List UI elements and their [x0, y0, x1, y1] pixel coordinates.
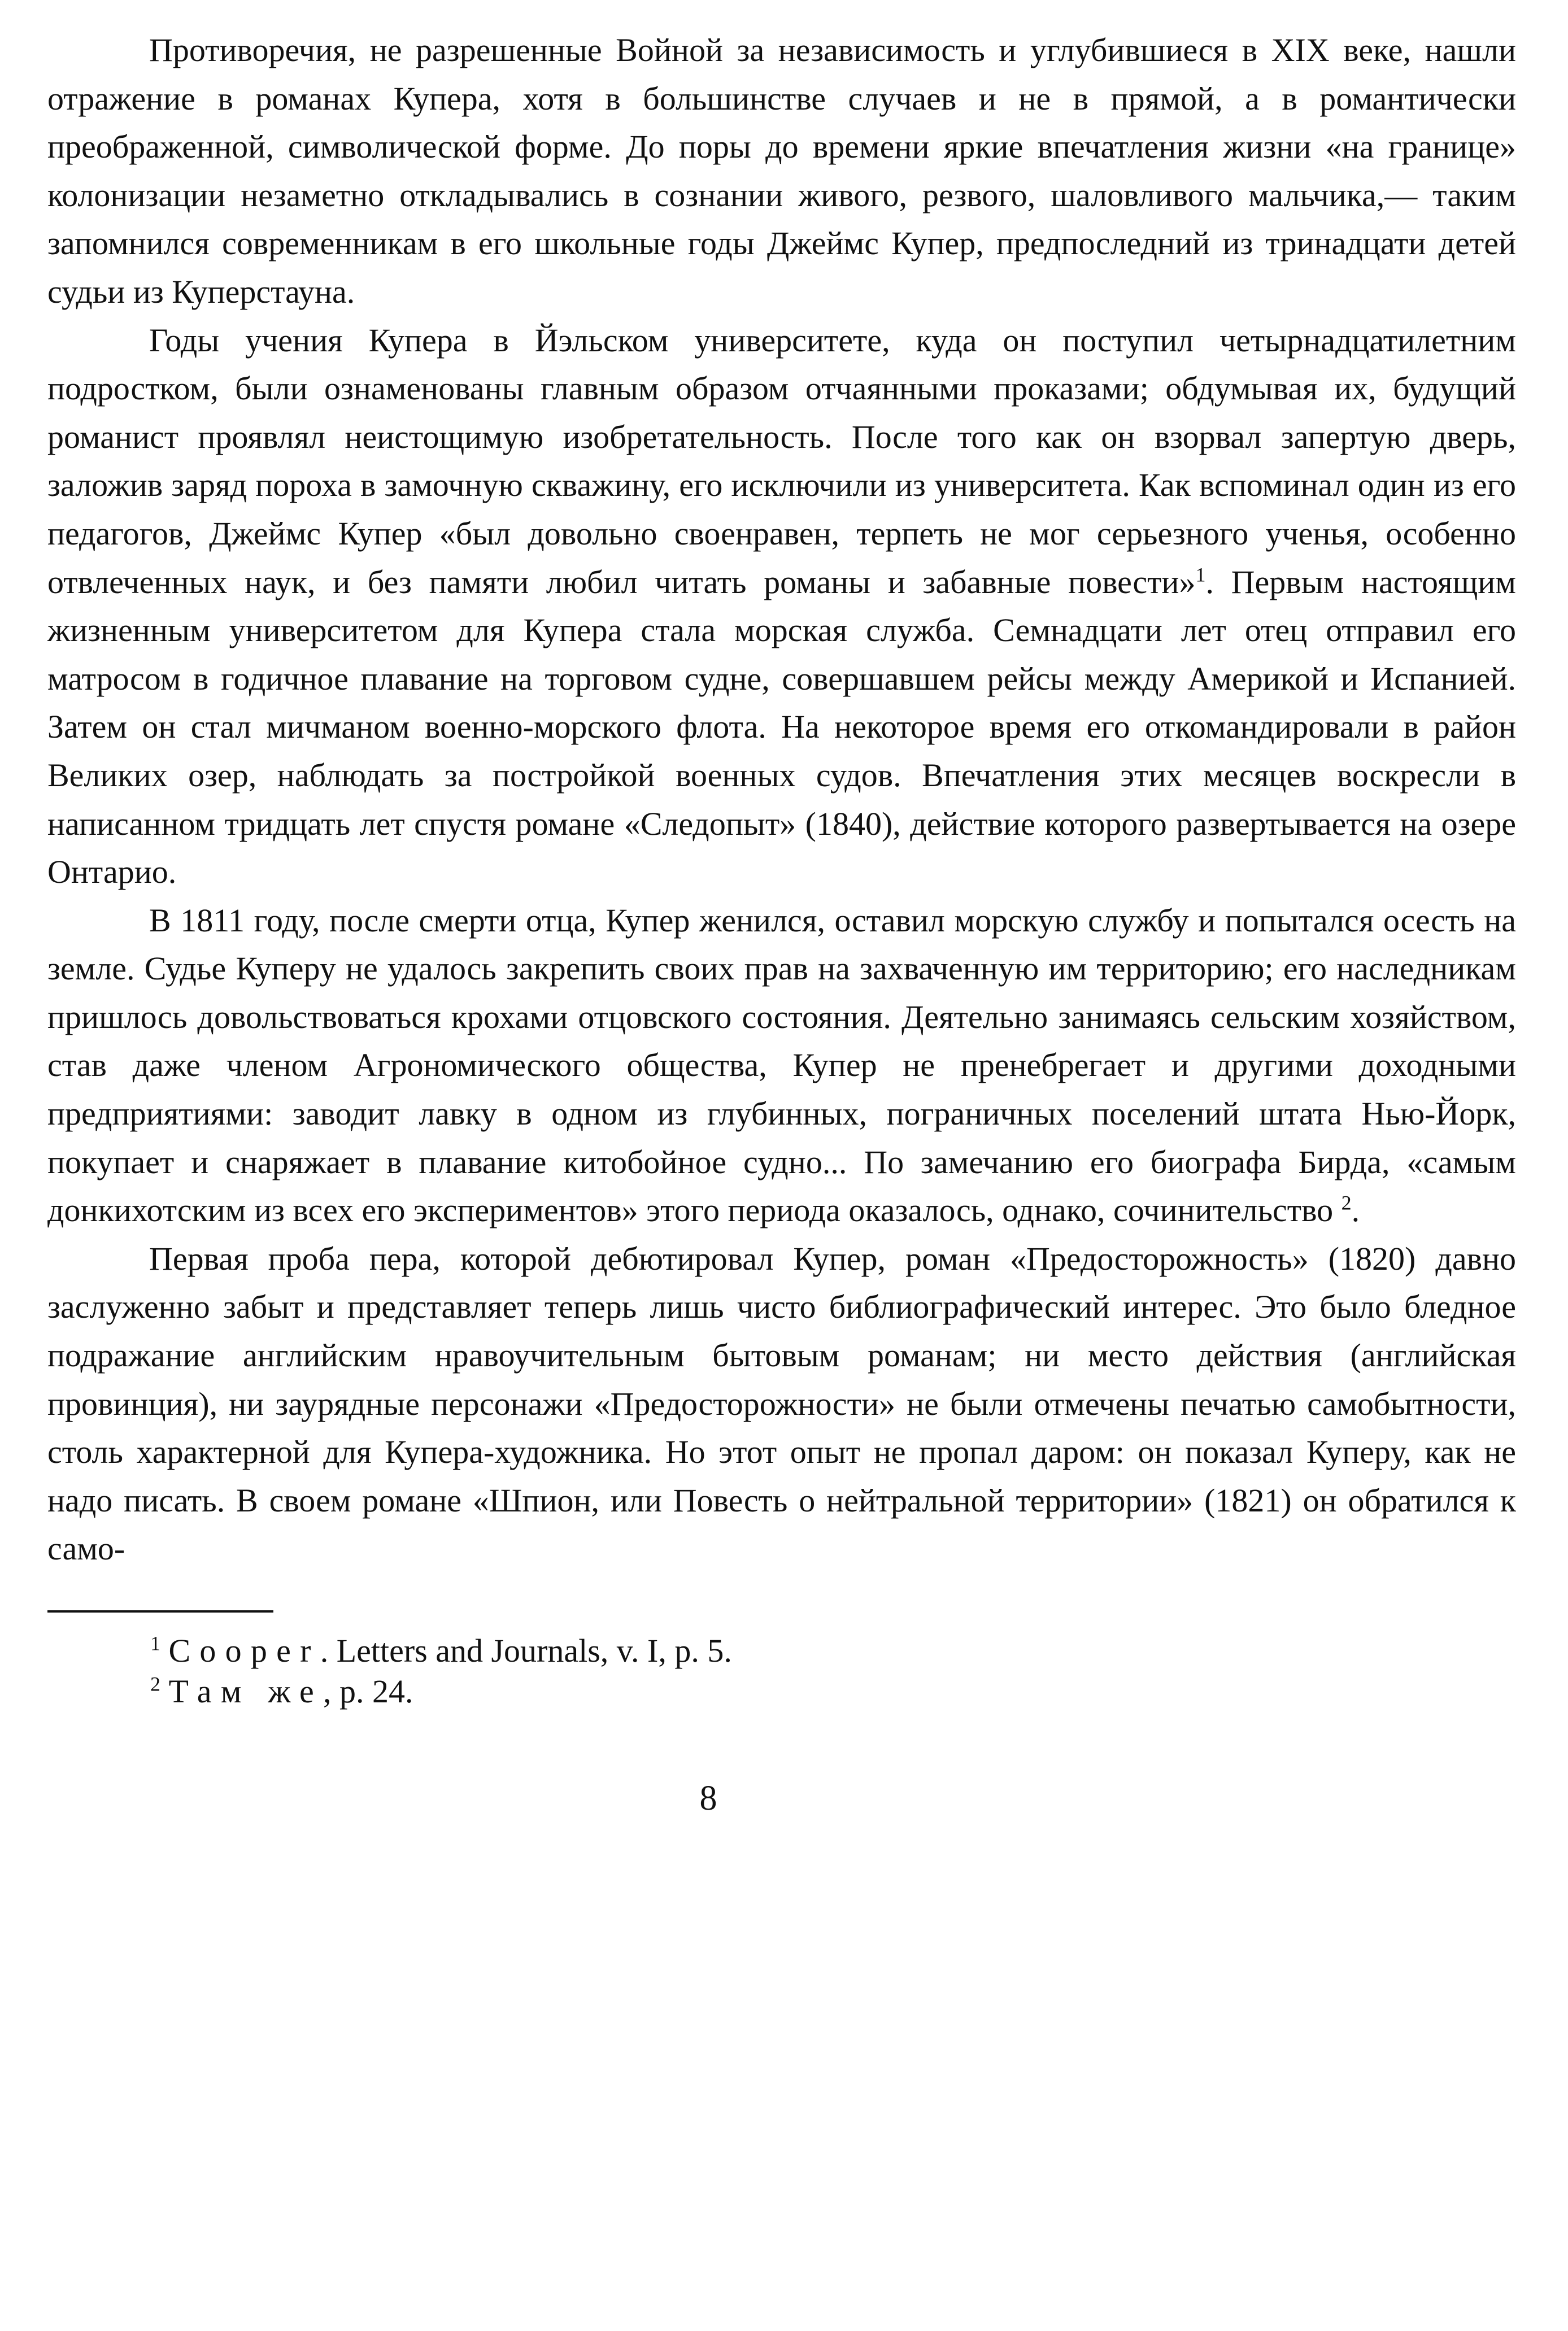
paragraph-1-text: Противоречия, не разрешенные Войной за независимость и углубившиеся в XIX веке, нашли отражение в романах Купера, хотя в большинстве случаев и не в прямой, а в романтически преображенной, символической форме. До поры до времени яркие впечатления жизни «на границе» колонизации незаметно откладывались в сознании живого, резвого, шаловливого мальчика,— таким запомнился современникам в его школьные годы Джеймс Купер, предпоследний из тринадцати детей судьи из Куперстауна.: [47, 32, 1516, 310]
footnote-2-author: Там же: [168, 1673, 323, 1710]
footnotes: [47, 1631, 1516, 1712]
book-page: [47, 26, 1516, 1819]
footnote-1: [47, 1631, 1516, 1671]
paragraph-3-text: В 1811 году, после смерти отца, Купер женился, оставил морскую службу и попытался осесть на земле. Судье Куперу не удалось закрепить своих прав на захваченную им территорию; его наследникам пришлось довольствоваться крохами отцовского состояния. Деятельно занимаясь сельским хозяйством, став даже членом Агрономического общества, Купер не пренебрегает и другими доходными предприятиями: заводит лавку в одном из глубинных, пограничных поселений штата Нью-Йорк, покупает и снаряжает в плавание китобойное судно... По замечанию его биографа Бирда, «самым донкихотским из всех его экспериментов» этого периода оказалось, однако, сочинительство: [47, 901, 1516, 1229]
paragraph-4-text: Первая проба пера, которой дебютировал Купер, роман «Предосторожность» (1820) давно заслуженно забыт и представляет теперь лишь чисто библиографический интерес. Это было бледное подражание английским нравоучительным бытовым романам; ни место действия (английская провинция), ни заурядные персонажи «Предосторожности» не были отмечены печатью самобытности, столь характерной для Купера-художника. Но этот опыт не пропал даром: он показал Куперу, как не надо писать. В своем романе «Шпион, или Повесть о нейтральной территории» (1821) он обратился к само-: [47, 1240, 1516, 1567]
footnote-2-text: , p. 24.: [323, 1673, 413, 1710]
paragraph-3-end: .: [1351, 1192, 1360, 1229]
footnote-2: [47, 1671, 1516, 1712]
footnote-1-marker: 1: [150, 1632, 160, 1655]
paragraph-2-text: Годы учения Купера в Йэльском университете, куда он поступил четырнадцатилетним подростком, были ознаменованы главным образом отчаянными проказами; обдумывая их, будущий романист проявлял неистощимую изобретательность. После того как он взорвал запертую дверь, заложив заряд пороха в замочную скважину, его исключили из университета. Как вспоминал один из его педагогов, Джеймс Купер «был довольно своенравен, терпеть не мог серьезного ученья, особенно отвлеченных наук, и без памяти любил читать романы и забавные повести»: [47, 321, 1516, 600]
paragraph-4: [47, 1235, 1516, 1573]
page-number: 8: [699, 1779, 717, 1818]
main-text: [47, 26, 1516, 1573]
footnote-1-text: . Letters and Journals, v. I, p. 5.: [320, 1632, 732, 1669]
footnote-divider: [47, 1610, 273, 1613]
paragraph-2-text-continued: . Первым настоящим жизненным университетом для Купера стала морская служба. Семнадцати лет отец отправил его матросом в годичное плавание на торговом судне, совершавшем рейсы между Америкой и Испанией. Затем он стал мичманом военно-морского флота. На некоторое время его откомандировали в район Великих озер, наблюдать за постройкой военных судов. Впечатления этих месяцев воскресли в написанном тридцать лет спустя романе «Следопыт» (1840), действие которого развертывается на озере Онтарио.: [47, 563, 1516, 891]
paragraph-3: [47, 896, 1516, 1235]
footnote-2-marker: 2: [150, 1672, 160, 1696]
paragraph-2: [47, 316, 1516, 896]
footnote-1-author: Cooper: [168, 1632, 320, 1669]
footnote-ref-1[interactable]: 1: [1195, 563, 1206, 586]
footnote-ref-2[interactable]: 2: [1341, 1191, 1352, 1214]
paragraph-1: [47, 26, 1516, 316]
